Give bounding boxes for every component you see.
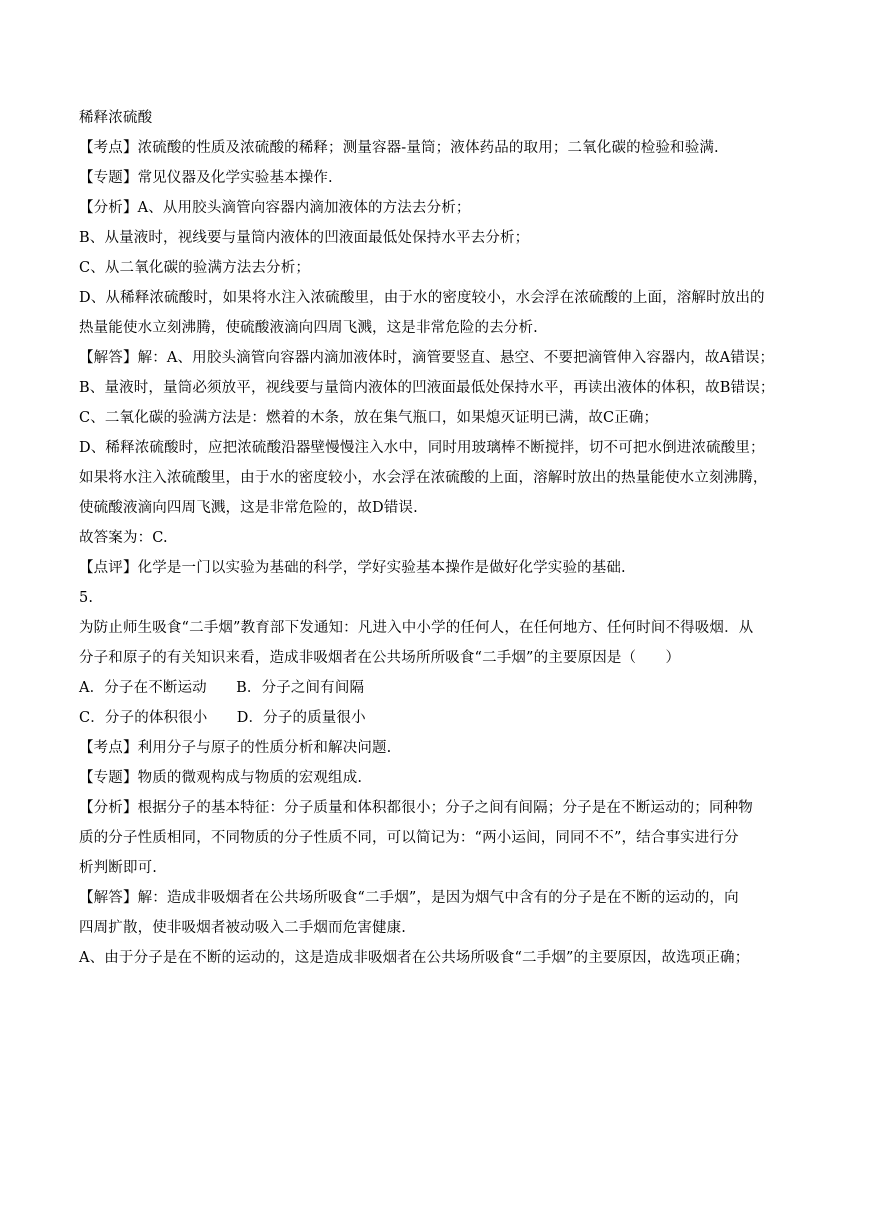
text-line: 析判断即可. <box>79 860 158 876</box>
text-line: 质的分子性质相同，不同物质的分子性质不同，可以简记为：“两小运间，同同不不”，结合事实进行分 <box>79 830 739 846</box>
question-options: C．分子的体积很小 D．分子的质量很小 <box>79 710 366 726</box>
question-options: A．分子在不断运动 B．分子之间有间隔 <box>79 680 365 696</box>
text-line: 如果将水注入浓硫酸里，由于水的密度较小，水会浮在浓硫酸的上面，溶解时放出的热量能使水立刻沸腾， <box>79 470 768 486</box>
text-line: C、从二氧化碳的验满方法去分析； <box>79 260 310 276</box>
text-line: 热量能使水立刻沸腾，使硫酸液滴向四周飞溅，这是非常危险的去分析. <box>79 320 538 336</box>
text-line: 【考点】浓硫酸的性质及浓硫酸的稀释；测量容器-量筒；液体药品的取用；二氧化碳的检验和验满. <box>79 140 719 156</box>
text-line: 【专题】物质的微观构成与物质的宏观组成. <box>79 770 363 786</box>
text-line: 【解答】解：造成非吸烟者在公共场所吸食“二手烟”，是因为烟气中含有的分子是在不断的运动的，向 <box>79 890 739 906</box>
text-line: 稀释浓硫酸 <box>79 110 153 126</box>
question-number: 5. <box>79 590 94 606</box>
text-line: D、稀释浓硫酸时，应把浓硫酸沿器壁慢慢注入水中，同时用玻璃棒不断搅拌，切不可把水倒进浓硫酸里； <box>79 440 765 456</box>
text-line: A、由于分子是在不断的运动的，这是造成非吸烟者在公共场所吸食“二手烟”的主要原因，故选项正确； <box>79 950 750 966</box>
text-line: 使硫酸液滴向四周飞溅，这是非常危险的，故D错误. <box>79 500 418 516</box>
text-line: 【专题】常见仪器及化学实验基本操作. <box>79 170 333 186</box>
text-line: 【考点】利用分子与原子的性质分析和解决问题. <box>79 740 392 756</box>
document-body <box>79 110 791 980</box>
text-line: B、从量液时，视线要与量筒内液体的凹液面最低处保持水平去分析； <box>79 230 530 246</box>
text-line: 【分析】A、从用胶头滴管向容器内滴加液体的方法去分析； <box>79 200 471 216</box>
text-line: 【解答】解：A、用胶头滴管向容器内滴加液体时，滴管要竖直、悬空、不要把滴管伸入容器内，故A错误； <box>79 350 775 366</box>
text-line: 【点评】化学是一门以实验为基础的科学，学好实验基本操作是做好化学实验的基础. <box>79 560 626 576</box>
text-line: 四周扩散，使非吸烟者被动吸入二手烟而危害健康. <box>79 920 407 936</box>
text-line: C、二氧化碳的验满方法是：燃着的木条，放在集气瓶口，如果熄灭证明已满，故C正确； <box>79 410 659 426</box>
text-line: B、量液时，量筒必须放平，视线要与量筒内液体的凹液面最低处保持水平，再读出液体的体积，故B错误； <box>79 380 775 396</box>
text-line: D、从稀释浓硫酸时，如果将水注入浓硫酸里，由于水的密度较小，水会浮在浓硫酸的上面，溶解时放出的 <box>79 290 765 306</box>
question-stem: 为防止师生吸食“二手烟”教育部下发通知：凡进入中小学的任何人，在任何地方、任何时间不得吸烟．从 <box>79 620 754 636</box>
text-line: 故答案为：C. <box>79 530 168 546</box>
question-stem: 分子和原子的有关知识来看，造成非吸烟者在公共场所所吸食“二手烟”的主要原因是（ ） <box>79 650 681 666</box>
text-line: 【分析】根据分子的基本特征：分子质量和体积都很小；分子之间有间隔；分子是在不断运动的；同种物 <box>79 800 753 816</box>
